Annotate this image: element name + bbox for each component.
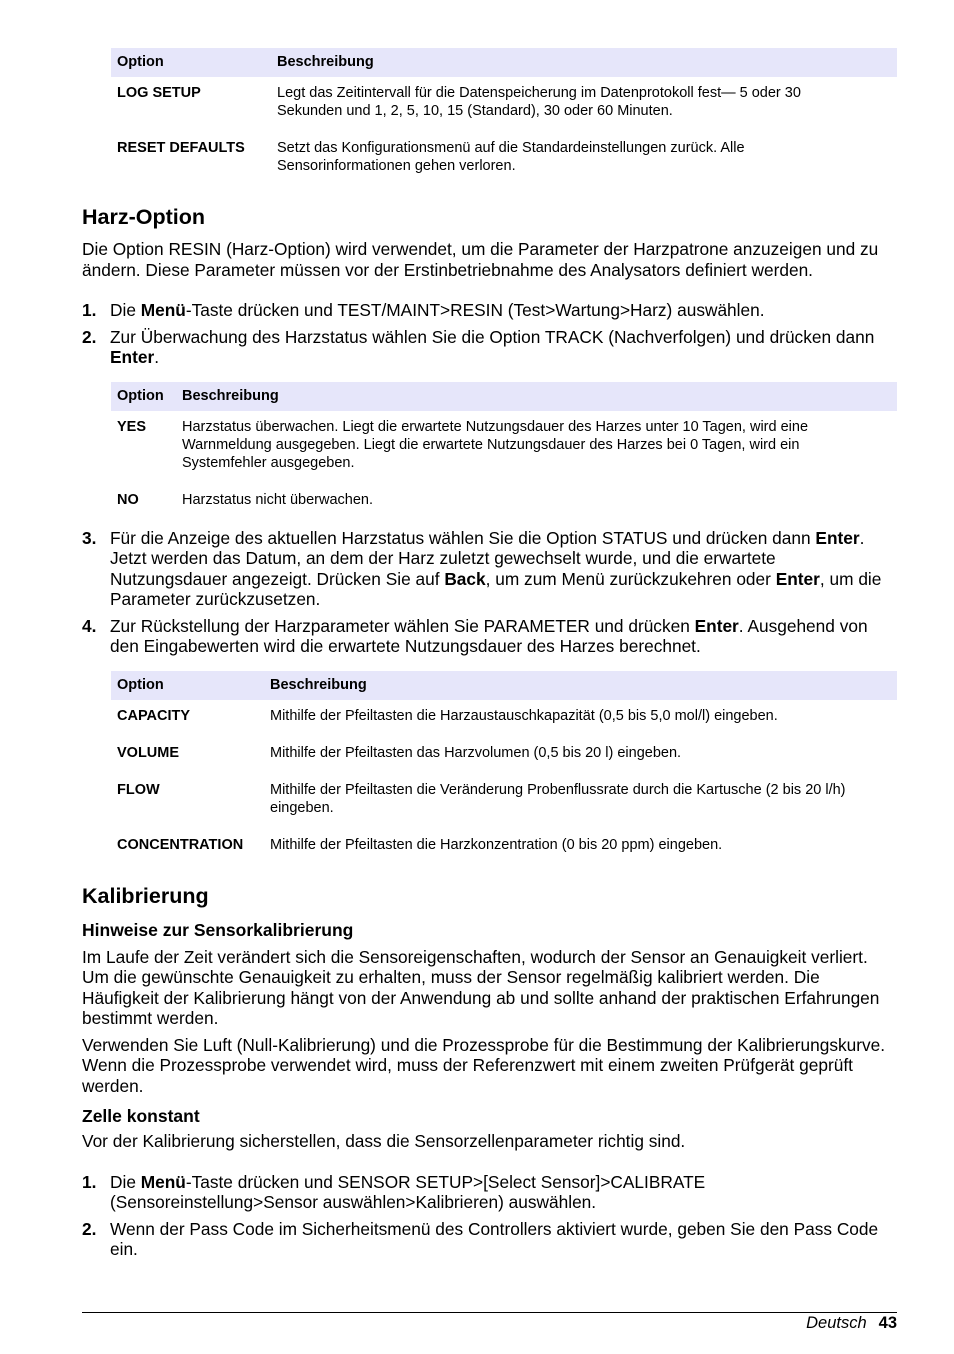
footer-divider	[82, 1312, 897, 1313]
table-header-row	[111, 48, 897, 77]
step-number: 2.	[82, 326, 97, 347]
option-description: Mithilfe der Pfeiltasten das Harzvolumen (0,5 bis 20 l) eingeben.	[270, 744, 682, 761]
column-header-description: Beschreibung	[176, 382, 897, 411]
column-header-description: Beschreibung	[271, 48, 897, 77]
list-item	[82, 616, 897, 657]
footer-language: Deutsch	[806, 1314, 867, 1332]
section-heading-harz: Harz-Option	[82, 205, 206, 229]
step-text: Die	[110, 300, 141, 320]
calibration-paragraph: Im Laufe der Zeit verändert sich die Sensoreigenschaften, wodurch der Sensor an Genauigkeit verliert. Um die gewünschte Genauigkeit zu erhalten, muss der Sensor regelmäßig kalibriert werden. Die Häufigkeit der Kalibrierung hängt von der Anwendung ab und sollte anhand der praktischen Erfahrungen bestimmt werden.	[82, 946, 880, 1028]
step-number: 1.	[82, 300, 97, 320]
options-table-log	[111, 48, 897, 180]
table-header-row	[111, 382, 897, 411]
table-row	[111, 822, 897, 859]
step-number: 1.	[82, 1171, 97, 1192]
step-number: 4.	[82, 615, 97, 636]
step-text: , um zum Menü zurückzukehren oder	[485, 568, 776, 589]
option-description: Harzstatus überwachen. Liegt die erwartete Nutzungsdauer des Harzes unter 10 Tagen, wird eine Warnmeldung ausgegeben. Liegt die erwartete Nutzungsdauer des Harzes bei 0 Tagen, wird ein Systemfehler ausgegeben.	[182, 418, 809, 471]
enter-key-label: Enter	[775, 568, 820, 589]
option-description: Mithilfe der Pfeiltasten die Harzkonzentration (0 bis 20 ppm) eingeben.	[270, 836, 723, 853]
page-number: 43	[878, 1314, 897, 1332]
column-header-option: Option	[111, 382, 176, 411]
option-description: Legt das Zeitintervall für die Datenspeicherung im Datenprotokoll fest— 5 oder 30 Sekunden und 1, 2, 5, 10, 15 (Standard), 30 oder 60 Minuten.	[277, 85, 801, 119]
subheading-cell-constant: Zelle konstant	[82, 1106, 200, 1126]
option-name: FLOW	[117, 781, 160, 798]
step-text: . Jetzt werden das Datum, an dem der Harz zuletzt gewechselt wurde, und die erwartete Nutzungsdauer angezeigt. Drücken Sie auf	[110, 527, 865, 589]
enter-key-label: Enter	[694, 615, 739, 636]
step-text: -Taste drücken und TEST/MAINT>RESIN (Test>Wartung>Harz) auswählen.	[185, 300, 765, 320]
step-number: 2.	[82, 1218, 97, 1239]
option-name: NO	[117, 491, 139, 508]
list-item	[82, 327, 897, 368]
step-text: , um die Parameter zurückzusetzen.	[110, 568, 882, 609]
options-table-parameter	[111, 671, 897, 859]
step-text: Die	[110, 1171, 141, 1192]
option-description: Setzt das Konfigurationsmenü auf die Standardeinstellungen zurück. Alle Sensorinformationen gehen verloren.	[277, 140, 745, 174]
column-header-option: Option	[111, 48, 271, 77]
option-name: CAPACITY	[117, 707, 191, 724]
option-name: LOG SETUP	[117, 85, 201, 101]
step-text: Wenn der Pass Code im Sicherheitsmenü des Controllers aktiviert wurde, geben Sie den Pass Code ein.	[110, 1218, 879, 1259]
page-footer	[806, 1313, 897, 1333]
option-name: RESET DEFAULTS	[117, 140, 245, 156]
step-text: .	[154, 347, 159, 367]
list-item	[82, 1219, 897, 1260]
step-text: -Taste drücken und SENSOR SETUP>[Select Sensor]>CALIBRATE (Sensoreinstellung>Sensor auswählen>Kalibrieren) auswählen.	[110, 1171, 706, 1212]
section-heading-kalibrierung: Kalibrierung	[82, 883, 209, 908]
option-description: Mithilfe der Pfeiltasten die Veränderung Probenflussrate durch die Kartusche (2 bis 20 l/h) eingeben.	[270, 781, 846, 816]
harz-steps-list	[82, 300, 897, 368]
column-header-description: Beschreibung	[264, 671, 897, 700]
table-row	[111, 730, 897, 767]
list-item	[82, 528, 897, 610]
options-table-track	[111, 382, 897, 514]
option-description: Harzstatus nicht überwachen.	[182, 491, 374, 508]
table-row	[111, 77, 897, 125]
table-row	[111, 700, 897, 730]
table-row	[111, 411, 897, 477]
option-name: VOLUME	[117, 744, 180, 761]
harz-steps-list-continued	[82, 528, 897, 657]
table-row	[111, 125, 897, 180]
back-key-label: Back	[444, 568, 486, 589]
list-item	[82, 300, 897, 321]
cell-constant-paragraph: Vor der Kalibrierung sicherstellen, dass die Sensorzellenparameter richtig sind.	[82, 1131, 686, 1151]
column-header-option: Option	[111, 671, 264, 700]
harz-intro-paragraph: Die Option RESIN (Harz-Option) wird verwendet, um die Parameter der Harzpatrone anzuzeigen und zu ändern. Diese Parameter müssen vor der Erstinbetriebnahme des Analysators definiert werden.	[82, 239, 879, 280]
table-row	[111, 477, 897, 514]
menu-key-label: Menü	[140, 300, 186, 320]
table-row	[111, 767, 897, 822]
enter-key-label: Enter	[815, 527, 860, 548]
subheading-sensor-calibration: Hinweise zur Sensorkalibrierung	[82, 919, 354, 940]
option-name: YES	[117, 418, 147, 435]
step-number: 3.	[82, 527, 97, 548]
list-item	[82, 1172, 897, 1213]
menu-key-label: Menü	[140, 1171, 186, 1192]
calibration-paragraph: Verwenden Sie Luft (Null-Kalibrierung) und die Prozessprobe für die Bestimmung der Kalibrierungskurve. Wenn die Prozessprobe verwendet wird, muss der Referenzwert mit einem zweiten Prüfgerät geprüft werden.	[82, 1034, 886, 1096]
enter-key-label: Enter	[110, 347, 155, 367]
step-text: . Ausgehend von den Eingabewerten wird die erwartete Nutzungsdauer des Harzes berechnet.	[110, 615, 868, 656]
document-page	[82, 48, 897, 1260]
step-text: Zur Rückstellung der Harzparameter wählen Sie PARAMETER und drücken	[110, 615, 695, 636]
option-description: Mithilfe der Pfeiltasten die Harzaustauschkapazität (0,5 bis 5,0 mol/l) eingeben.	[270, 707, 778, 724]
step-text: Für die Anzeige des aktuellen Harzstatus wählen Sie die Option STATUS und drücken dann	[110, 527, 816, 548]
table-header-row	[111, 671, 897, 700]
step-text: Zur Überwachung des Harzstatus wählen Sie die Option TRACK (Nachverfolgen) und drücken dann	[110, 326, 875, 347]
option-name: CONCENTRATION	[117, 836, 244, 853]
calibration-steps-list	[82, 1172, 897, 1260]
